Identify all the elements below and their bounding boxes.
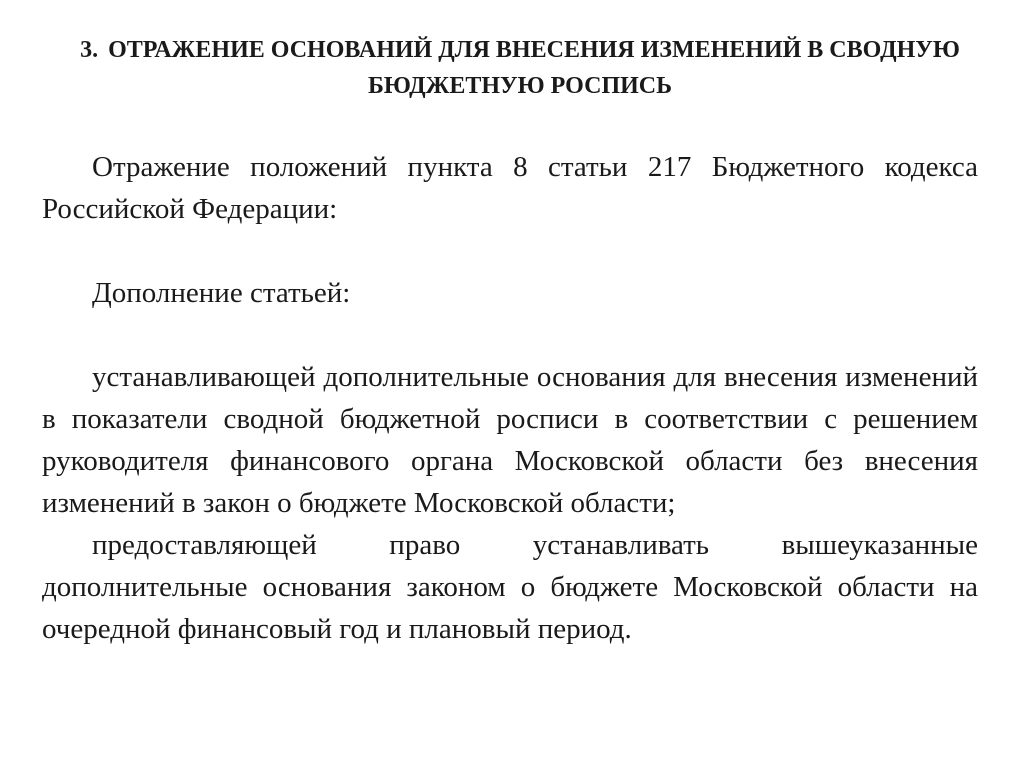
paragraph-addition: Дополнение статьей: [92, 277, 351, 309]
paragraph-spacer [42, 230, 978, 272]
paragraph-right-to-establish: предоставляющей право устанавливать вышеуказанные дополнительные основания законом о бюджете Московской области на очередной финансовый год и плановый период. [42, 529, 978, 645]
section-number: 3. [80, 37, 99, 63]
paragraph-budget-code: Отражение положений пункта 8 статьи 217 Бюджетного кодекса Российской Федерации: [42, 151, 978, 225]
slide-body [42, 146, 978, 650]
paragraph-additional-grounds: устанавливающей дополнительные основания для внесения изменений в показатели сводной бюджетной росписи в соответствии с решением руководителя финансового органа Московской области без внесения изменений в закон о бюджете Московской области; [42, 361, 978, 519]
title-text: ОТРАЖЕНИЕ ОСНОВАНИЙ ДЛЯ ВНЕСЕНИЯ ИЗМЕНЕНИЙ В СВОДНУЮ БЮДЖЕТНУЮ РОСПИСЬ [108, 37, 960, 99]
slide-title [60, 32, 980, 104]
paragraph-spacer [42, 314, 978, 356]
